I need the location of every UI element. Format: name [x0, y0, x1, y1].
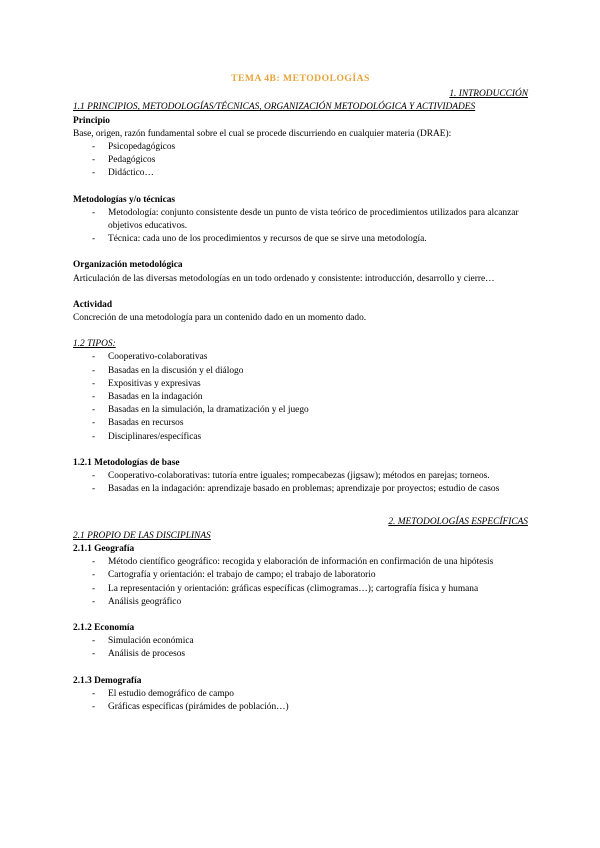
- subsection-title-propio: 2.1 PROPIO DE LAS DISCIPLINAS: [73, 530, 211, 541]
- list-item: - El estudio demográfico de campo: [92, 688, 528, 701]
- list-item: - Análisis de procesos: [92, 648, 528, 661]
- section-header-introduccion: 1. INTRODUCCIÓN: [449, 89, 528, 100]
- heading-principio: Principio: [73, 115, 110, 126]
- list-item: - Basadas en la indagación: [92, 391, 528, 404]
- subsection-title-tipos: 1.2 TIPOS:: [73, 339, 116, 350]
- list-principio: [73, 141, 528, 181]
- list-item: - Análisis geográfico: [92, 596, 528, 609]
- list-tipos: [73, 351, 528, 443]
- list-item: - Basadas en la discusión y el diálogo: [92, 365, 528, 378]
- list-item: - Método científico geográfico: recogida y elaboración de información en confirmación de una hipótesis: [92, 556, 528, 569]
- heading-actividad: Actividad: [73, 299, 113, 310]
- heading-demografia: 2.1.3 Demografía: [73, 675, 142, 686]
- list-item: - Gráficas específicas (pirámides de población…): [92, 701, 528, 714]
- subsection-title-1-1: 1.1 PRINCIPIOS, METODOLOGÍAS/TÉCNICAS, ORGANIZACIÓN METODOLÓGICA Y ACTIVIDADES: [73, 102, 476, 113]
- list-item: - Basadas en la indagación: aprendizaje basado en problemas; aprendizaje por proyectos; estudio de casos: [92, 483, 528, 496]
- list-item: - Basadas en la simulación, la dramatización y el juego: [92, 404, 528, 417]
- list-item: - Pedagógicos: [92, 154, 528, 167]
- list-geografia: [73, 556, 528, 609]
- document-page: [73, 72, 528, 714]
- heading-metodologias-base: 1.2.1 Metodologías de base: [73, 457, 180, 468]
- list-item: - Expositivas y expresivas: [92, 378, 528, 391]
- list-item: - Didáctico…: [92, 167, 528, 180]
- list-item: - Psicopedagógicos: [92, 141, 528, 154]
- paragraph-actividad: Concreción de una metodología para un contenido dado en un momento dado.: [73, 313, 367, 324]
- list-item: - Cartografía y orientación: el trabajo de campo; el trabajo de laboratorio: [92, 569, 528, 582]
- paragraph-principio: Base, origen, razón fundamental sobre el cual se procede discurriendo en cualquier materia (DRAE):: [73, 128, 452, 139]
- list-demografia: [73, 688, 528, 714]
- heading-geografia: 2.1.1 Geografía: [73, 543, 135, 554]
- list-item: - Cooperativo-colaborativas: [92, 351, 528, 364]
- list-item: - La representación y orientación: gráficas específicas (climogramas…); cartografía física y humana: [92, 583, 528, 596]
- list-item: - Basadas en recursos: [92, 417, 528, 430]
- list-item: - Simulación económica: [92, 635, 528, 648]
- list-item: - Cooperativo-colaborativas: tutoría entre iguales; rompecabezas (jigsaw); métodos en parejas; torneos.: [92, 470, 528, 483]
- list-metodologias-base: [73, 470, 528, 496]
- list-item: - Técnica: cada uno de los procedimientos y recursos de que se sirve una metodología.: [92, 233, 528, 246]
- list-metodologias: [73, 207, 528, 247]
- section-header-especificas: 2. METODOLOGÍAS ESPECÍFICAS: [388, 517, 528, 528]
- heading-economia: 2.1.2 Economía: [73, 622, 135, 633]
- heading-organizacion: Organización metodológica: [73, 260, 183, 271]
- document-title: TEMA 4B: METODOLOGÍAS: [231, 73, 370, 84]
- heading-metodologias: Metodologías y/o técnicas: [73, 194, 176, 205]
- list-economia: [73, 635, 528, 661]
- list-item: - Metodología: conjunto consistente desde un punto de vista teórico de procedimientos utilizados para alcanzar objetivos educativos.: [92, 207, 528, 233]
- list-item: - Disciplinares/específicas: [92, 431, 528, 444]
- paragraph-organizacion: Articulación de las diversas metodologías en un todo ordenado y consistente: introducción, desarrollo y cierre…: [73, 273, 495, 284]
